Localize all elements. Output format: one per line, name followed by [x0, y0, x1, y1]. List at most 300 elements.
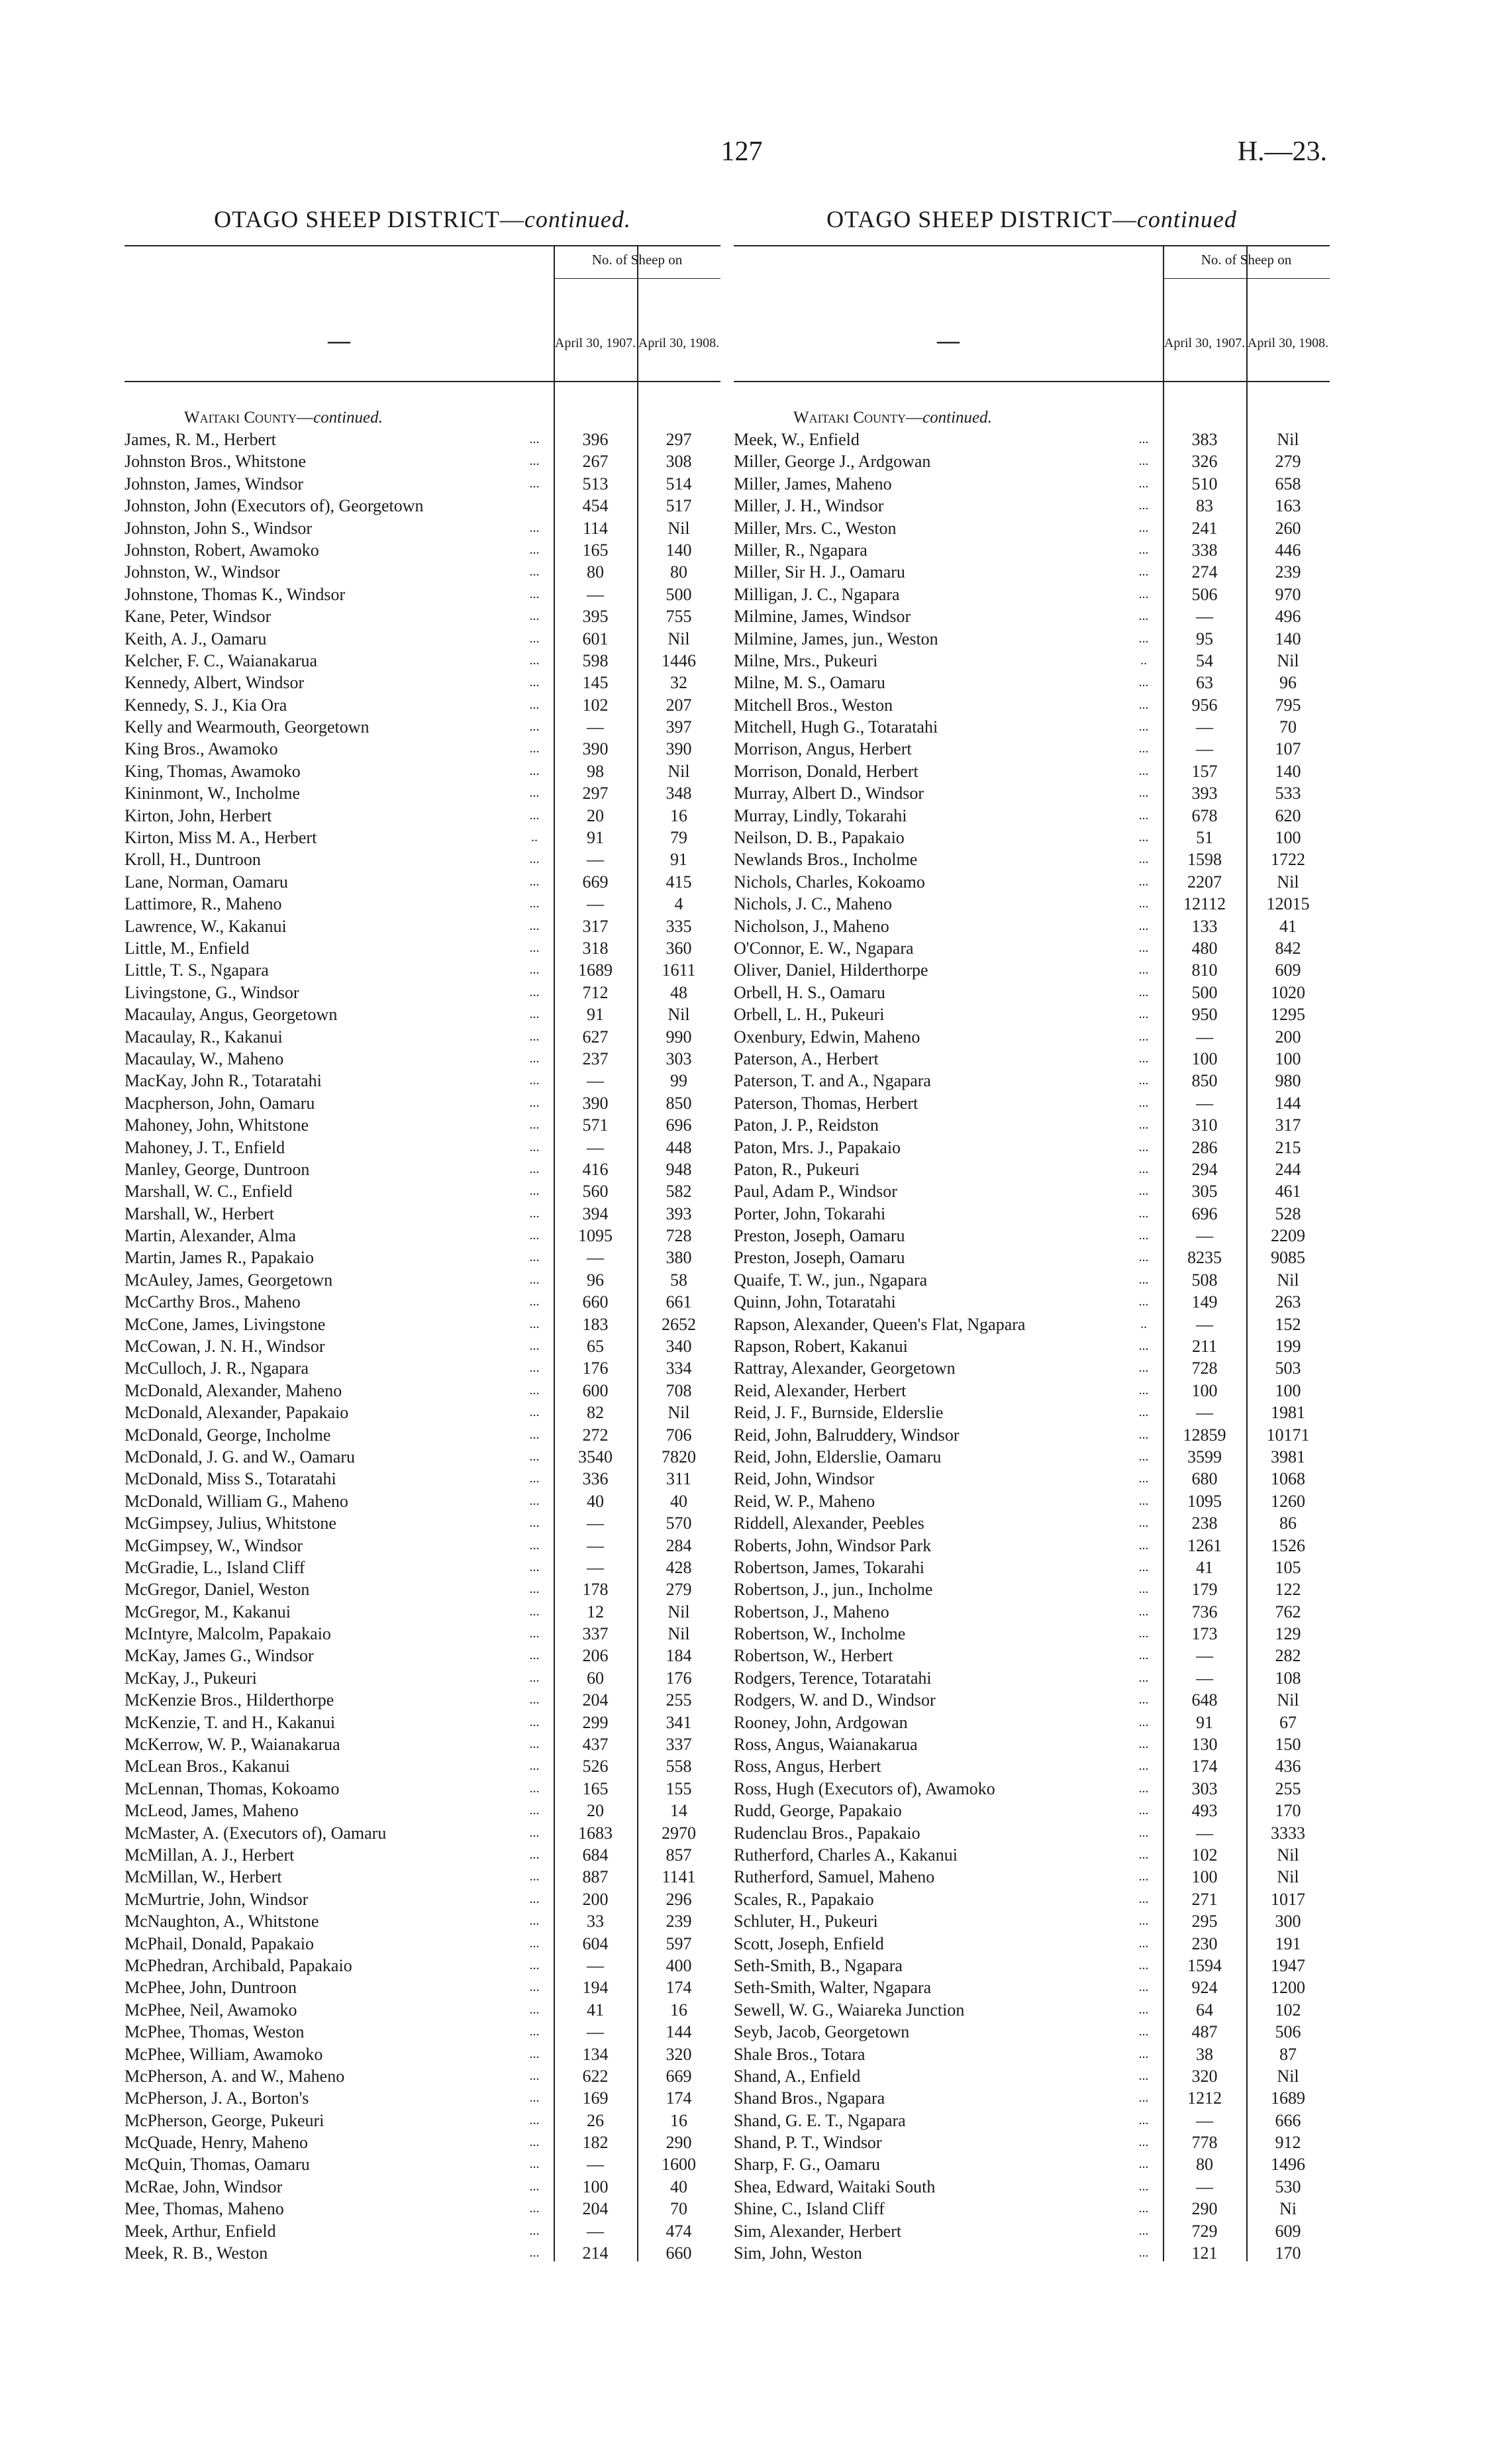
sheep-1908: 16 — [670, 805, 687, 825]
sheep-1907: 669 — [582, 872, 609, 892]
year-1907-header: April 30, 1907. — [1164, 336, 1246, 350]
table-row — [124, 1137, 720, 1158]
sheep-1907: 41 — [587, 2000, 604, 2020]
owner-name: McIntyre, Malcolm, Papakaio — [124, 1624, 331, 1644]
table-row — [124, 805, 720, 827]
leader-dots: ... — [529, 1803, 540, 1818]
leader-dots: ... — [529, 1493, 540, 1508]
leader-dots: ... — [529, 1515, 540, 1531]
sheep-1907: — — [1196, 1668, 1213, 1688]
owner-name: Ross, Angus, Waianakarua — [734, 1735, 918, 1755]
leader-dots: ... — [529, 2068, 540, 2083]
owner-name: McMillan, A. J., Herbert — [124, 1845, 295, 1865]
owner-name: McCone, James, Livingstone — [124, 1314, 326, 1334]
owner-name: Martin, Alexander, Alma — [124, 1226, 296, 1246]
owner-name: Kelcher, F. C., Waianakarua — [124, 650, 318, 670]
table-row — [734, 1380, 1330, 1402]
sheep-1908: 41 — [1279, 916, 1297, 936]
owner-name: Johnston, Robert, Awamoko — [124, 540, 319, 560]
table-row — [124, 2198, 720, 2220]
table-row — [734, 982, 1330, 1003]
sheep-1908: 100 — [1275, 1380, 1301, 1400]
table-row — [124, 1092, 720, 1114]
owner-name: Ross, Hugh (Executors of), Awamoko — [734, 1778, 995, 1798]
leader-dots: ... — [1138, 1759, 1149, 1774]
table-row — [124, 2065, 720, 2087]
sheep-1908: 669 — [666, 2066, 692, 2086]
leader-dots: ... — [529, 1272, 540, 1287]
sheep-1907: 728 — [1191, 1359, 1218, 1378]
leader-dots: ... — [1138, 520, 1149, 535]
table-row — [124, 1689, 720, 1711]
sheep-1908: 107 — [1275, 739, 1301, 759]
sheep-1907: 40 — [587, 1491, 604, 1511]
owner-name: McPhedran, Archibald, Papakaio — [124, 1955, 352, 1975]
sheep-1908: 582 — [666, 1182, 692, 1202]
leader-dots: ... — [529, 1471, 540, 1486]
sheep-1907: 510 — [1191, 474, 1218, 493]
sheep-1908: 597 — [666, 1933, 692, 1953]
leader-dots: ... — [529, 1935, 540, 1951]
table-row — [734, 1822, 1330, 1844]
table-row — [734, 1158, 1330, 1180]
leader-dots: ... — [529, 1670, 540, 1685]
owner-name: Meek, R. B., Weston — [124, 2243, 268, 2263]
sheep-1907: 91 — [587, 828, 604, 848]
sheep-1908: 3333 — [1271, 1823, 1305, 1843]
owner-name: Mee, Thomas, Maheno — [124, 2199, 284, 2219]
left-title-continued: continued. — [524, 206, 631, 232]
leader-dots: ... — [529, 1648, 540, 1663]
table-row — [734, 650, 1330, 672]
sheep-1907: 165 — [582, 540, 609, 560]
sheep-1907: — — [587, 1248, 604, 1268]
owner-name: Murray, Lindly, Tokarahi — [734, 805, 907, 825]
leader-dots: ... — [1138, 1007, 1149, 1022]
owner-name: Oxenbury, Edwin, Maheno — [734, 1027, 920, 1047]
sheep-1907: 100 — [582, 2177, 609, 2196]
sheep-1907: — — [587, 2155, 604, 2175]
sheep-1907: 437 — [582, 1735, 609, 1755]
table-row — [734, 1888, 1330, 1910]
sheep-1908: 609 — [1275, 2221, 1301, 2241]
owner-name: Riddell, Alexander, Peebles — [734, 1514, 924, 1533]
owner-name: Robertson, James, Tokarahi — [734, 1557, 924, 1577]
sheep-1907: 214 — [582, 2243, 609, 2263]
leader-dots: ... — [1138, 1737, 1149, 1752]
leader-dots: ... — [1138, 609, 1149, 624]
sheep-1908: Nil — [668, 1624, 690, 1644]
table-row — [734, 2087, 1330, 2109]
owner-name: Ross, Angus, Herbert — [734, 1757, 881, 1776]
table-row — [124, 584, 720, 605]
sheep-1908: 140 — [1275, 629, 1301, 648]
leader-dots: ... — [529, 807, 540, 823]
table-row — [124, 1645, 720, 1667]
sheep-1908: 348 — [666, 784, 692, 803]
table-row — [734, 694, 1330, 716]
sheep-1908: 1068 — [1271, 1469, 1305, 1489]
page-reference: H.—23. — [1237, 136, 1327, 167]
sheep-1908: 558 — [666, 1757, 692, 1776]
owner-name: McQuade, Henry, Maheno — [124, 2133, 308, 2153]
sheep-1908: 658 — [1275, 474, 1301, 493]
owner-name: Shale Bros., Totara — [734, 2044, 866, 2064]
leader-dots: ... — [1138, 2223, 1149, 2238]
table-row — [734, 1446, 1330, 1468]
sheep-1907: — — [1196, 2177, 1213, 2196]
leader-dots: ... — [529, 1537, 540, 1553]
table-row — [734, 915, 1330, 937]
owner-name: Reid, Alexander, Herbert — [734, 1380, 907, 1400]
leader-dots: ... — [529, 1294, 540, 1309]
owner-name: Reid, W. P., Maheno — [734, 1491, 875, 1511]
table-row — [124, 760, 720, 782]
owner-name: Robertson, W., Incholme — [734, 1624, 906, 1644]
leader-dots: .. — [531, 830, 538, 845]
leader-dots: ... — [529, 1626, 540, 1641]
sheep-1907: — — [1196, 1226, 1213, 1246]
sheep-1908: 10171 — [1266, 1425, 1310, 1445]
table-row — [124, 1844, 720, 1866]
sheep-1907: 736 — [1191, 1602, 1218, 1621]
leader-dots: ... — [529, 1382, 540, 1398]
leader-dots: ... — [529, 2046, 540, 2061]
sheep-1908: 795 — [1275, 695, 1301, 715]
sheep-1908: Nil — [1277, 872, 1299, 892]
leader-dots: ... — [1138, 2157, 1149, 2172]
table-row — [124, 1070, 720, 1092]
owner-name: McKerrow, W. P., Waianakarua — [124, 1735, 340, 1755]
sheep-1907: 1212 — [1187, 2088, 1222, 2108]
owner-name: Lattimore, R., Maheno — [124, 894, 282, 914]
sheep-1907: 271 — [1191, 1889, 1218, 1909]
leader-dots: ... — [529, 2157, 540, 2172]
sheep-1908: 184 — [666, 1646, 692, 1666]
sheep-1907: — — [1196, 717, 1213, 737]
owner-name: Rapson, Alexander, Queen's Flat, Ngapara — [734, 1314, 1026, 1334]
leader-dots: ... — [1138, 1515, 1149, 1531]
owner-name: Miller, George J., Ardgowan — [734, 452, 931, 472]
leader-dots: ... — [529, 1206, 540, 1221]
table-row — [124, 1003, 720, 1025]
sheep-1908: 244 — [1275, 1159, 1301, 1179]
leader-dots: ... — [1138, 1029, 1149, 1044]
owner-name: McMurtrie, John, Windsor — [124, 1889, 309, 1909]
table-row — [734, 1866, 1330, 1888]
sheep-1907: — — [1196, 1314, 1213, 1334]
leader-dots: ... — [1138, 719, 1149, 735]
leader-dots: ... — [529, 1029, 540, 1044]
table-row — [734, 959, 1330, 981]
sheep-1907: 149 — [1191, 1292, 1218, 1312]
sheep-1908: Nil — [668, 761, 690, 781]
owner-name: Seth-Smith, B., Ngapara — [734, 1955, 903, 1975]
owner-name: McMillan, W., Herbert — [124, 1867, 282, 1887]
sheep-1907: 204 — [582, 1690, 609, 1710]
sheep-1908: 150 — [1275, 1735, 1301, 1755]
owner-name: Kennedy, Albert, Windsor — [124, 673, 305, 693]
table-row — [124, 1755, 720, 1777]
table-row — [124, 1933, 720, 1955]
leader-dots: ... — [529, 542, 540, 557]
sheep-1907: 560 — [582, 1182, 609, 1202]
year-1908-header: April 30, 1908. — [1247, 336, 1329, 350]
sheep-1908: 96 — [1279, 673, 1297, 693]
sheep-1907: 1594 — [1187, 1955, 1222, 1975]
sheep-1908: 1526 — [1271, 1535, 1305, 1555]
owner-name: Sewell, W. G., Waiareka Junction — [734, 2000, 965, 2020]
owner-name: Rodgers, Terence, Totaratahi — [734, 1668, 932, 1688]
table-row — [124, 1976, 720, 1998]
table-row — [734, 1844, 1330, 1866]
sheep-1908: 1295 — [1271, 1005, 1305, 1025]
leader-dots: ... — [529, 1825, 540, 1840]
leader-dots: ... — [529, 1161, 540, 1176]
owner-name: Milmine, James, jun., Weston — [734, 629, 938, 648]
sheep-1908: 239 — [666, 1912, 692, 1931]
leader-dots: ... — [1138, 2024, 1149, 2039]
leader-dots: ... — [1138, 1935, 1149, 1951]
owner-name: McPherson, A. and W., Maheno — [124, 2066, 345, 2086]
sheep-1908: 87 — [1279, 2044, 1297, 2064]
table-row — [124, 1203, 720, 1225]
owner-name: Paterson, T. and A., Ngapara — [734, 1071, 931, 1091]
sheep-1907: — — [1196, 2110, 1213, 2130]
owner-name: McGimpsey, Julius, Whitstone — [124, 1514, 336, 1533]
owner-name: McPhee, John, Duntroon — [124, 1978, 297, 1998]
table-row — [734, 1269, 1330, 1291]
sheep-1907: 318 — [582, 938, 609, 958]
sheep-1908: 296 — [666, 1889, 692, 1909]
owner-name: Schluter, H., Pukeuri — [734, 1912, 878, 1931]
sheep-1907: 173 — [1191, 1624, 1218, 1644]
table-row — [124, 982, 720, 1003]
table-row — [124, 1712, 720, 1733]
owner-name: Reid, J. F., Burnside, Elderslie — [734, 1403, 944, 1423]
leader-dots: ... — [1138, 852, 1149, 867]
owner-name: Orbell, H. S., Oamaru — [734, 982, 885, 1002]
sheep-1908: 340 — [666, 1337, 692, 1357]
sheep-1907: 272 — [582, 1425, 609, 1445]
sheep-1908: 948 — [666, 1159, 692, 1179]
owner-name: Paton, R., Pukeuri — [734, 1159, 860, 1179]
table-row — [734, 782, 1330, 804]
year-1908-header: April 30, 1908. — [638, 336, 720, 350]
owner-name: Marshall, W., Herbert — [124, 1204, 275, 1223]
left-column-title — [124, 205, 720, 245]
sheep-1908: Nil — [668, 518, 690, 538]
sheep-1907: — — [587, 1535, 604, 1555]
sheep-1908: 570 — [666, 1514, 692, 1533]
leader-dots: ... — [1138, 675, 1149, 690]
sheep-1908: 530 — [1275, 2177, 1301, 2196]
owner-name: Mitchell, Hugh G., Totaratahi — [734, 717, 938, 737]
sheep-1907: 622 — [582, 2066, 609, 2086]
table-row — [124, 605, 720, 627]
table-row — [124, 1247, 720, 1268]
sheep-1908: 174 — [666, 2088, 692, 2108]
owner-name: Kane, Peter, Windsor — [124, 607, 272, 627]
sheep-1907: — — [1196, 1027, 1213, 1047]
owner-name: Nichols, Charles, Kokoamo — [734, 872, 925, 892]
table-row — [734, 1800, 1330, 1822]
leader-dots: ... — [529, 984, 540, 1000]
sheep-1908: 609 — [1275, 960, 1301, 980]
owner-name: McKenzie, T. and H., Kakanui — [124, 1712, 336, 1732]
sheep-1908: 67 — [1279, 1712, 1297, 1732]
owner-name: Orbell, L. H., Pukeuri — [734, 1005, 885, 1025]
table-row — [734, 760, 1330, 782]
sheep-1908: 400 — [666, 1955, 692, 1975]
sheep-1908: 100 — [1275, 1049, 1301, 1068]
sheep-1908: 706 — [666, 1425, 692, 1445]
owner-name: Lane, Norman, Oamaru — [124, 872, 288, 892]
table-row — [124, 1888, 720, 1910]
table-row — [734, 1535, 1330, 1557]
owner-name: Little, T. S., Ngapara — [124, 960, 269, 980]
leader-dots — [515, 495, 554, 517]
table-row — [124, 2220, 720, 2242]
table-row — [124, 1225, 720, 1247]
sheep-1907: 237 — [582, 1049, 609, 1068]
owner-name: Rutherford, Charles A., Kakanui — [734, 1845, 958, 1865]
sheep-1907: 157 — [1191, 761, 1218, 781]
owner-name: McPhee, William, Awamoko — [124, 2044, 323, 2064]
sheep-1907: 956 — [1191, 695, 1218, 715]
leader-dots: ... — [1138, 2090, 1149, 2106]
sheep-1907: — — [587, 1514, 604, 1533]
sheep-1907: 1598 — [1187, 850, 1222, 870]
sheep-1908: 16 — [670, 2110, 687, 2130]
sheep-1908: Nil — [1277, 1867, 1299, 1887]
owner-name: McDonald, William G., Maheno — [124, 1491, 348, 1511]
sheep-1907: 950 — [1191, 1005, 1218, 1025]
table-row — [124, 827, 720, 848]
sheep-1907: 850 — [1191, 1071, 1218, 1091]
table-row — [734, 2242, 1330, 2264]
owner-name: Miller, R., Ngapara — [734, 540, 867, 560]
table-row — [124, 1402, 720, 1423]
sheep-1907: 102 — [582, 695, 609, 715]
owner-name: Morrison, Angus, Herbert — [734, 739, 912, 759]
sheep-1908: 337 — [666, 1735, 692, 1755]
leader-dots: ... — [1138, 1582, 1149, 1597]
leader-dots: ... — [529, 2201, 540, 2216]
table-row — [734, 1712, 1330, 1733]
sheep-1907: 169 — [582, 2088, 609, 2108]
leader-dots: ... — [1138, 1626, 1149, 1641]
table-row — [124, 650, 720, 672]
sheep-1908: 282 — [1275, 1646, 1301, 1666]
table-row — [124, 450, 720, 472]
sheep-1907: 130 — [1191, 1735, 1218, 1755]
leader-dots: ... — [1138, 763, 1149, 778]
sheep-1908: 3981 — [1271, 1447, 1305, 1466]
leader-dots: ... — [529, 1427, 540, 1442]
leader-dots: ... — [529, 1095, 540, 1110]
owner-name: McRae, John, Windsor — [124, 2177, 283, 2196]
owner-name: Sim, Alexander, Herbert — [734, 2221, 902, 2241]
table-row — [734, 517, 1330, 539]
sheep-1908: 428 — [666, 1557, 692, 1577]
sheep-1908: 397 — [666, 717, 692, 737]
table-row — [124, 1114, 720, 1136]
sheep-1908: 144 — [1275, 1093, 1301, 1113]
table-row — [734, 1203, 1330, 1225]
leader-dots: ... — [1138, 2179, 1149, 2194]
leader-dots: ... — [529, 1316, 540, 1331]
table-row — [124, 1955, 720, 1976]
sheep-1907: 317 — [582, 916, 609, 936]
owner-name: Scott, Joseph, Enfield — [734, 1933, 884, 1953]
sheep-1907: 100 — [1191, 1049, 1218, 1068]
sheep-1908: 263 — [1275, 1292, 1301, 1312]
sheep-1908: 32 — [670, 673, 687, 693]
owner-name: Robertson, W., Herbert — [734, 1646, 893, 1666]
leader-dots: ... — [529, 1582, 540, 1597]
leader-dots: ... — [1138, 807, 1149, 823]
owner-name: Rutherford, Samuel, Maheno — [734, 1867, 935, 1887]
sheep-1907: 91 — [1196, 1712, 1213, 1732]
sheep-1908: 40 — [670, 2177, 687, 2196]
owner-name: McNaughton, A., Whitstone — [124, 1912, 319, 1931]
table-row — [734, 2065, 1330, 2087]
owner-name: Martin, James R., Papakaio — [124, 1248, 314, 1268]
owner-name: Preston, Joseph, Oamaru — [734, 1248, 905, 1268]
owner-name: Milne, M. S., Oamaru — [734, 673, 885, 693]
table-row — [734, 1601, 1330, 1623]
table-row — [734, 2176, 1330, 2198]
leader-dots: ... — [529, 652, 540, 668]
sheep-1908: 191 — [1275, 1933, 1301, 1953]
sheep-1907: — — [587, 584, 604, 604]
sheep-1908: Nil — [1277, 650, 1299, 670]
sheep-1907: 778 — [1191, 2133, 1218, 2153]
sheep-1908: Nil — [668, 1602, 690, 1621]
sheep-1908: 86 — [1279, 1514, 1297, 1533]
table-row — [124, 1800, 720, 1822]
sheep-1908: 48 — [670, 982, 687, 1002]
table-row — [734, 1667, 1330, 1689]
owner-name: McLeod, James, Maheno — [124, 1801, 299, 1821]
sheep-1907: 337 — [582, 1624, 609, 1644]
leader-dots: ... — [529, 520, 540, 535]
owner-name: Reid, John, Elderslie, Oamaru — [734, 1447, 942, 1466]
owner-name: McDonald, Alexander, Maheno — [124, 1380, 342, 1400]
owner-name: Roberts, John, Windsor Park — [734, 1535, 932, 1555]
leader-dots: ... — [1138, 1339, 1149, 1354]
table-row — [124, 561, 720, 583]
leader-dots: ... — [1138, 984, 1149, 1000]
sheep-1908: 58 — [670, 1270, 687, 1290]
leader-dots: ... — [529, 2002, 540, 2017]
right-title-continued: continued — [1136, 206, 1237, 232]
sheep-1907: 100 — [1191, 1867, 1218, 1887]
owner-name: Paterson, Thomas, Herbert — [734, 1093, 918, 1113]
table-row — [734, 1003, 1330, 1025]
owner-name: Newlands Bros., Incholme — [734, 850, 918, 870]
leader-dots: ... — [1138, 586, 1149, 601]
leader-dots: ... — [1138, 1117, 1149, 1133]
owner-name: Macpherson, John, Oamaru — [124, 1093, 315, 1113]
owner-name: Shea, Edward, Waitaki South — [734, 2177, 936, 2196]
leader-dots: ... — [1138, 1803, 1149, 1818]
sheep-1907: 336 — [582, 1469, 609, 1489]
leader-dots: ... — [1138, 476, 1149, 491]
sheep-1907: 26 — [587, 2110, 604, 2130]
table-row — [734, 1137, 1330, 1158]
